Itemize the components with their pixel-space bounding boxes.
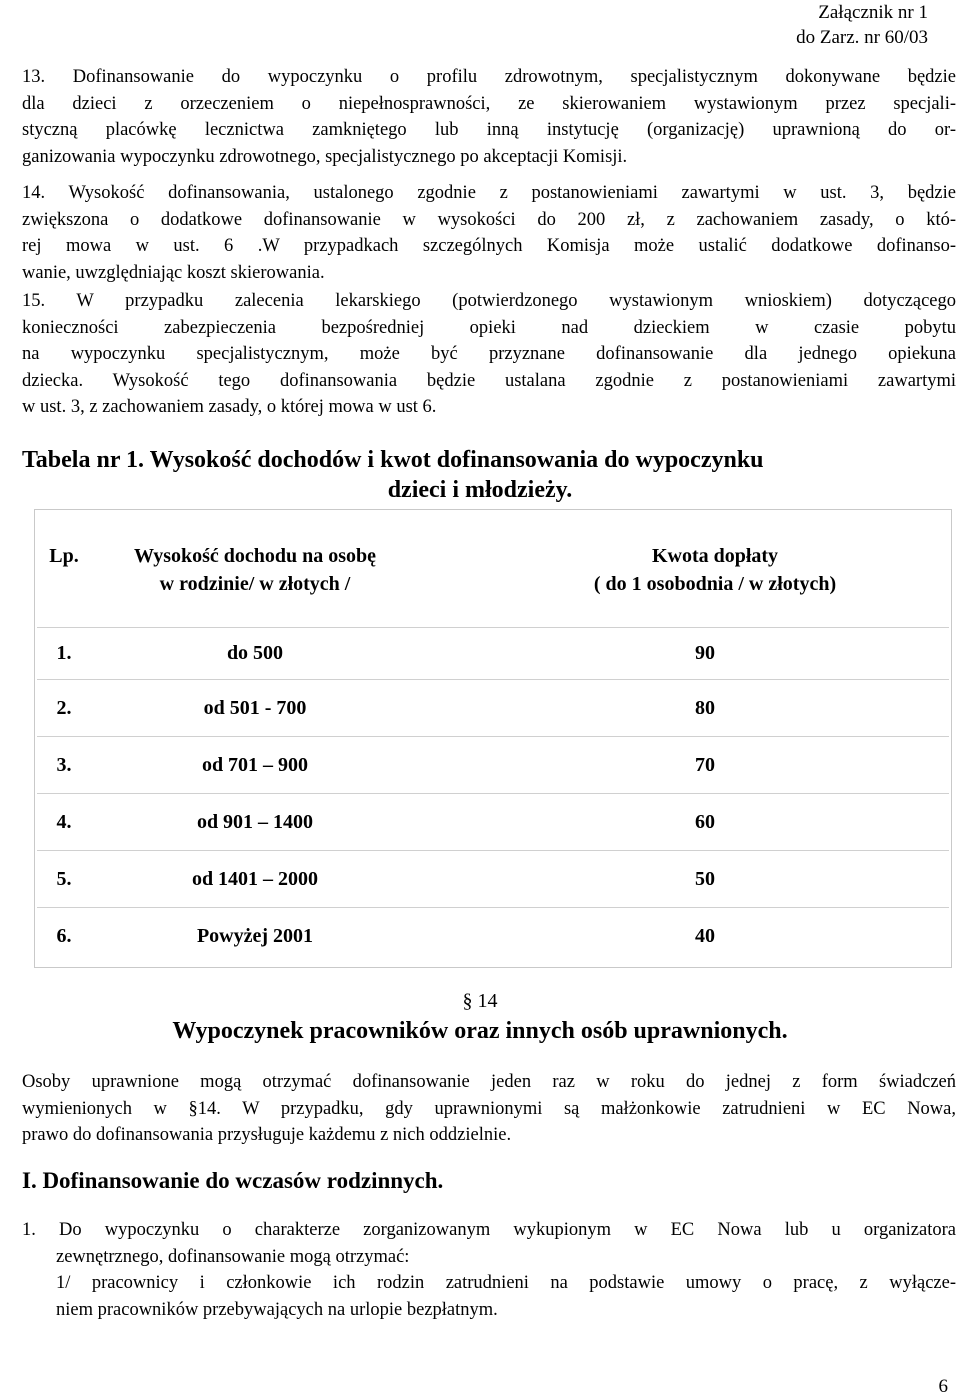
row-amount: 90 <box>695 642 715 664</box>
paragraph-13 <box>22 64 956 170</box>
header-income-line2: w rodzinie/ w złotych / <box>159 573 351 595</box>
document-header <box>796 0 928 50</box>
text-line: 13. Dofinansowanie do wypoczynku o profilu zdrowotnym, specjalistycznym dokonywane będzie <box>22 67 956 87</box>
paragraph-14 <box>22 180 956 286</box>
row-income: od 1401 – 2000 <box>191 868 319 890</box>
text-line: w ust. 3, z zachowaniem zasady, o której mowa w ust 6. <box>22 397 437 417</box>
text-line: na wypoczynku specjalistycznym, może być przyznane dofinansowanie dla jednego opiekuna <box>22 344 956 364</box>
subsection-title: I. Dofinansowanie do wczasów rodzinnych. <box>22 1168 444 1193</box>
row-amount: 80 <box>695 697 715 719</box>
header-order: do Zarz. nr 60/03 <box>796 27 928 48</box>
row-divider <box>37 627 949 628</box>
header-attachment: Załącznik nr 1 <box>818 2 928 23</box>
text-line: 1/ pracownicy i członkowie ich rodzin zatrudnieni na podstawie umowy o pracę, z wyłącze- <box>56 1273 956 1293</box>
text-line: wanie, uwzględniając koszt skierowania. <box>22 262 325 283</box>
point-1 <box>22 1217 956 1323</box>
row-lp: 6. <box>56 925 72 947</box>
table-title-line2: dzieci i młodzieży. <box>387 477 573 503</box>
text-line: Osoby uprawnione mogą otrzymać dofinansowanie jeden raz w roku do jednej z form świadczeń <box>22 1072 956 1092</box>
row-divider <box>37 679 949 680</box>
intro-paragraph <box>22 1069 956 1149</box>
header-income <box>105 542 405 598</box>
section-mark: § 14 <box>462 990 498 1012</box>
text-line: prawo do dofinansowania przysługuje każdemu z nich oddzielnie. <box>22 1125 512 1145</box>
text-line: 15. W przypadku zalecenia lekarskiego (potwierdzonego wystawionym wnioskiem) dotyczącego <box>22 291 956 311</box>
text-line: zewnętrznego, dofinansowanie mogą otrzymać: <box>56 1246 410 1267</box>
row-lp: 1. <box>56 642 72 664</box>
row-income: do 500 <box>226 642 284 664</box>
text-line: 14. Wysokość dofinansowania, ustalonego zgodnie z postanowieniami zawartymi w ust. 3, będzie <box>22 183 956 203</box>
header-income-line1: Wysokość dochodu na osobę <box>133 545 377 567</box>
row-divider <box>37 907 949 908</box>
text-line: zwiększona o dodatkowe dofinansowanie w wysokości do 200 zł, z zachowaniem zasady, o któ- <box>22 209 956 230</box>
page-number: 6 <box>938 1376 948 1397</box>
row-income: od 901 – 1400 <box>196 811 314 833</box>
row-income: od 701 – 900 <box>201 754 309 776</box>
row-amount: 60 <box>695 811 715 833</box>
row-lp: 2. <box>56 697 72 719</box>
row-amount: 40 <box>695 925 715 947</box>
header-amount <box>525 542 905 598</box>
text-line: rej mowa w ust. 6 .W przypadkach szczególnych Komisja może ustalić dodatkowe dofinanso- <box>22 236 956 256</box>
header-amount-line2: ( do 1 osobodnia / w złotych) <box>593 573 837 595</box>
section-title: Wypoczynek pracowników oraz innych osób uprawnionych. <box>172 1018 788 1044</box>
table-title-line1: Tabela nr 1. Wysokość dochodów i kwot dofinansowania do wypoczynku <box>22 447 764 473</box>
row-income: od 501 - 700 <box>203 697 307 719</box>
row-divider <box>37 736 949 737</box>
text-line: styczną placówkę lecznictwa zamkniętego lub inną instytucję (organizację) uprawnioną do or- <box>22 120 956 140</box>
row-lp: 4. <box>56 811 72 833</box>
row-amount: 70 <box>695 754 715 776</box>
paragraph-15 <box>22 288 956 421</box>
header-lp: Lp. <box>49 545 79 567</box>
text-line: konieczności zabezpieczenia bezpośredniej opieki nad dzieckiem w czasie pobytu <box>22 317 956 338</box>
row-lp: 3. <box>56 754 72 776</box>
header-amount-line1: Kwota dopłaty <box>651 545 779 567</box>
text-line: wymienionych w §14. W przypadku, gdy uprawnionymi są małżonkowie zatrudnieni w EC Nowa, <box>22 1098 956 1119</box>
text-line: dziecka. Wysokość tego dofinansowania będzie ustalana zgodnie z postanowieniami zawartymi <box>22 370 956 391</box>
row-income: Powyżej 2001 <box>196 925 314 947</box>
row-divider <box>37 850 949 851</box>
row-amount: 50 <box>695 868 715 890</box>
text-line: 1. Do wypoczynku o charakterze zorganizowanym wykupionym w EC Nowa lub u organizatora <box>22 1220 956 1240</box>
income-table <box>34 509 952 968</box>
text-line: dla dzieci z orzeczeniem o niepełnosprawności, ze skierowaniem wystawionym przez specjali- <box>22 93 956 114</box>
row-lp: 5. <box>56 868 72 890</box>
text-line: ganizowania wypoczynku zdrowotnego, specjalistycznego po akceptacji Komisji. <box>22 146 628 167</box>
text-line: niem pracowników przebywających na urlopie bezpłatnym. <box>56 1299 498 1320</box>
row-divider <box>37 793 949 794</box>
